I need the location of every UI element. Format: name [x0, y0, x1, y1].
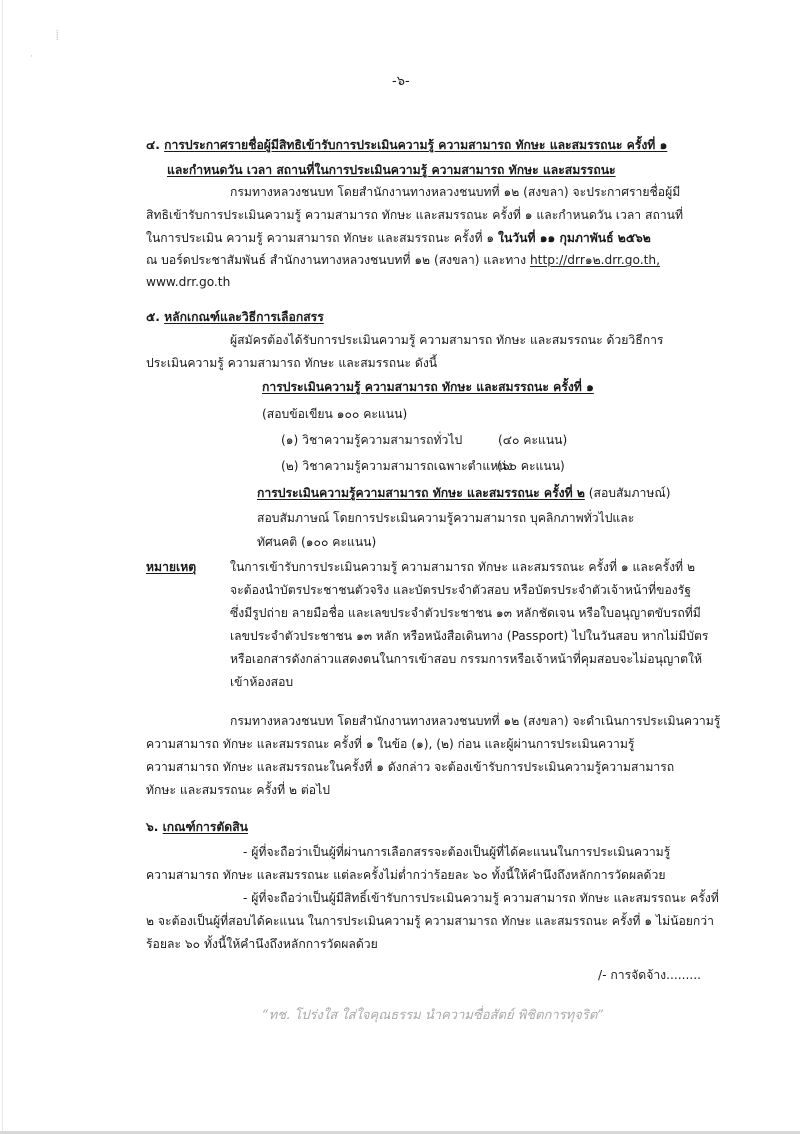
section4-heading-line2: และกำหนดวัน เวลา สถานที่ในการประเมินความรู้ ความสามารถ ทักษะ และสมรรถนะ — [167, 163, 616, 177]
section5-number: ๕. — [146, 310, 160, 324]
section4-body-line — [146, 229, 651, 247]
criteria1-line: - ผู้ที่จะถือว่าเป็นผู้ที่ผ่านการเลือกสรรจะต้องเป็นผู้ที่ได้คะแนนในการประเมินความรู้ — [243, 845, 671, 859]
round2-title-suffix: (สอบสัมภาษณ์) — [584, 486, 671, 500]
note-line: จะต้องนำบัตรประชาชนตัวจริง และบัตรประจำตัวสอบ หรือบัตรประจำตัวเจ้าหน้าที่ของรัฐ — [230, 583, 692, 597]
section5-intro-line: ผู้สมัครต้องได้รับการประเมินความรู้ ความสามารถ ทักษะ และสมรรถนะ ด้วยวิธีการ — [230, 333, 664, 347]
page-number: -๖- — [392, 74, 410, 89]
note-line: เข้าห้องสอบ — [230, 675, 294, 689]
section4-body-text: ณ บอร์ดประชาสัมพันธ์ สำนักงานทางหลวงชนบทที่ ๑๒ (สงขลา) และทาง — [146, 253, 530, 267]
section5-intro-line: ประเมินความรู้ ความสามารถ ทักษะ และสมรรถนะ ดังนี้ — [146, 356, 438, 370]
scan-mark: ⸽ — [56, 31, 59, 41]
round2-line: สอบสัมภาษณ์ โดยการประเมินความรู้ความสามารถ บุคลิกภาพทั่วไปและ — [257, 511, 635, 525]
note-label: หมายเหตุ — [146, 560, 197, 574]
note-line: ซึ่งมีรูปถ่าย ลายมือชื่อ และเลขประจำตัวประชาชน ๑๓ หลักชัดเจน หรือใบอนุญาตขับรถที่มี — [230, 606, 701, 620]
section4-body-line: กรมทางหลวงชนบท โดยสำนักงานทางหลวงชนบทที่ ๑๒ (สงขลา) จะประกาศรายชื่อผู้มี — [230, 185, 681, 199]
section5-heading — [146, 308, 324, 326]
announcement-date: ในวันที่ ๑๑ กุมภาพันธ์ ๒๕๖๒ — [498, 231, 651, 245]
continuation-marker: /- การจัดจ้าง......... — [598, 968, 702, 982]
footer-slogan: “ทช. โปร่งใส ใส่ใจคุณธรรม นำความซื่อสัตย์ พิชิตการทุจริต” — [262, 1008, 604, 1023]
round1-subtitle: (สอบข้อเขียน ๑๐๐ คะแนน) — [262, 407, 408, 421]
section4-body-line — [146, 251, 660, 269]
closing-line: ความสามารถ ทักษะ และสมรรถนะในครั้งที่ ๑ ดังกล่าว จะต้องเข้ารับการประเมินความรู้ความสามารถ — [146, 760, 675, 774]
scan-margin-line — [2, 0, 3, 1134]
round1-title: การประเมินความรู้ ความสามารถ ทักษะ และสมรรถนะ ครั้งที่ ๑ — [262, 380, 594, 394]
criteria2-line: ร้อยละ ๖๐ ทั้งนี้ให้คำนึงถึงหลักการวัดผลด้วย — [146, 937, 378, 951]
section4-body-text: ในการประเมิน ความรู้ ความสามารถ ทักษะ และสมรรถนะ ครั้งที่ ๑ — [146, 231, 499, 245]
section4-body-line: สิทธิเข้ารับการประเมินความรู้ ความสามารถ ทักษะ และสมรรถนะ ครั้งที่ ๑ และกำหนดวัน เวลา สถานที่ — [146, 208, 684, 222]
closing-line: ความสามารถ ทักษะ และสมรรถนะ ครั้งที่ ๑ ในข้อ (๑), (๒) ก่อน และผู้ผ่านการประเมินความรู้ — [146, 737, 635, 751]
closing-line: กรมทางหลวงชนบท โดยสำนักงานทางหลวงชนบทที่ ๑๒ (สงขลา) จะดำเนินการประเมินความรู้ — [230, 714, 721, 728]
note-line: หรือเอกสารดังกล่าวแสดงตนในการเข้าสอบ กรรมการหรือเจ้าหน้าที่คุมสอบจะไม่อนุญาตให้ — [230, 652, 703, 666]
round1-item-label: (๒) วิชาความรู้ความสามารถเฉพาะตำแหน่ง — [281, 459, 513, 473]
section4-heading-line1: การประกาศรายชื่อผู้มีสิทธิเข้ารับการประเมินความรู้ ความสามารถ ทักษะ และสมรรถนะ ครั้งที่ ๑ — [164, 138, 668, 152]
criteria1-line: ความสามารถ ทักษะ และสมรรถนะ แต่ละครั้งไม่ต่ำกว่าร้อยละ ๖๐ ทั้งนี้ให้คำนึงถึงหลักการวัดผลด้วย — [146, 868, 666, 882]
section5-heading-text: หลักเกณฑ์และวิธีการเลือกสรร — [164, 310, 324, 324]
round2-title-line — [257, 484, 670, 502]
round1-item-label: (๑) วิชาความรู้ความสามารถทั่วไป — [281, 433, 463, 447]
section6-heading — [146, 818, 248, 836]
note-line: ในการเข้ารับการประเมินความรู้ ความสามารถ ทักษะ และสมรรถนะ ครั้งที่ ๑ และครั้งที่ ๒ — [230, 560, 695, 574]
note-line: เลขประจำตัวประชาชน ๑๓ หลัก หรือหนังสือเดินทาง (Passport) ไปในวันสอบ หากไม่มีบัตร — [230, 629, 709, 643]
round2-title: การประเมินความรู้ความสามารถ ทักษะ และสมรรถนะ ครั้งที่ ๒ — [257, 486, 585, 500]
scan-mark: · — [30, 52, 33, 62]
closing-line: ทักษะ และสมรรถนะ ครั้งที่ ๒ ต่อไป — [146, 783, 330, 797]
criteria2-line: ๒ จะต้องเป็นผู้ที่สอบได้คะแนน ในการประเมินความรู้ ความสามารถ ทักษะ และสมรรถนะ ครั้งที่ ๑ ไม่น้อยกว่า — [146, 914, 714, 928]
round1-item-score: (๖๐ คะแนน) — [497, 459, 565, 473]
section4-heading — [146, 136, 667, 154]
drr12-website-link[interactable]: http://drr๑๒.drr.go.th, — [529, 253, 661, 267]
criteria2-line: - ผู้ที่จะถือว่าเป็นผู้มีสิทธิ์เข้ารับการประเมินความรู้ ความสามารถ ทักษะ และสมรรถนะ ครั้งที่ — [243, 891, 719, 905]
drr-website-link[interactable]: www.drr.go.th — [146, 275, 231, 289]
section6-number: ๖. — [146, 820, 159, 834]
section4-number: ๔. — [146, 138, 160, 152]
section6-heading-text: เกณฑ์การตัดสิน — [162, 820, 248, 834]
round2-line: ทัศนคติ (๑๐๐ คะแนน) — [257, 535, 377, 549]
round1-item-score: (๔๐ คะแนน) — [498, 433, 568, 447]
